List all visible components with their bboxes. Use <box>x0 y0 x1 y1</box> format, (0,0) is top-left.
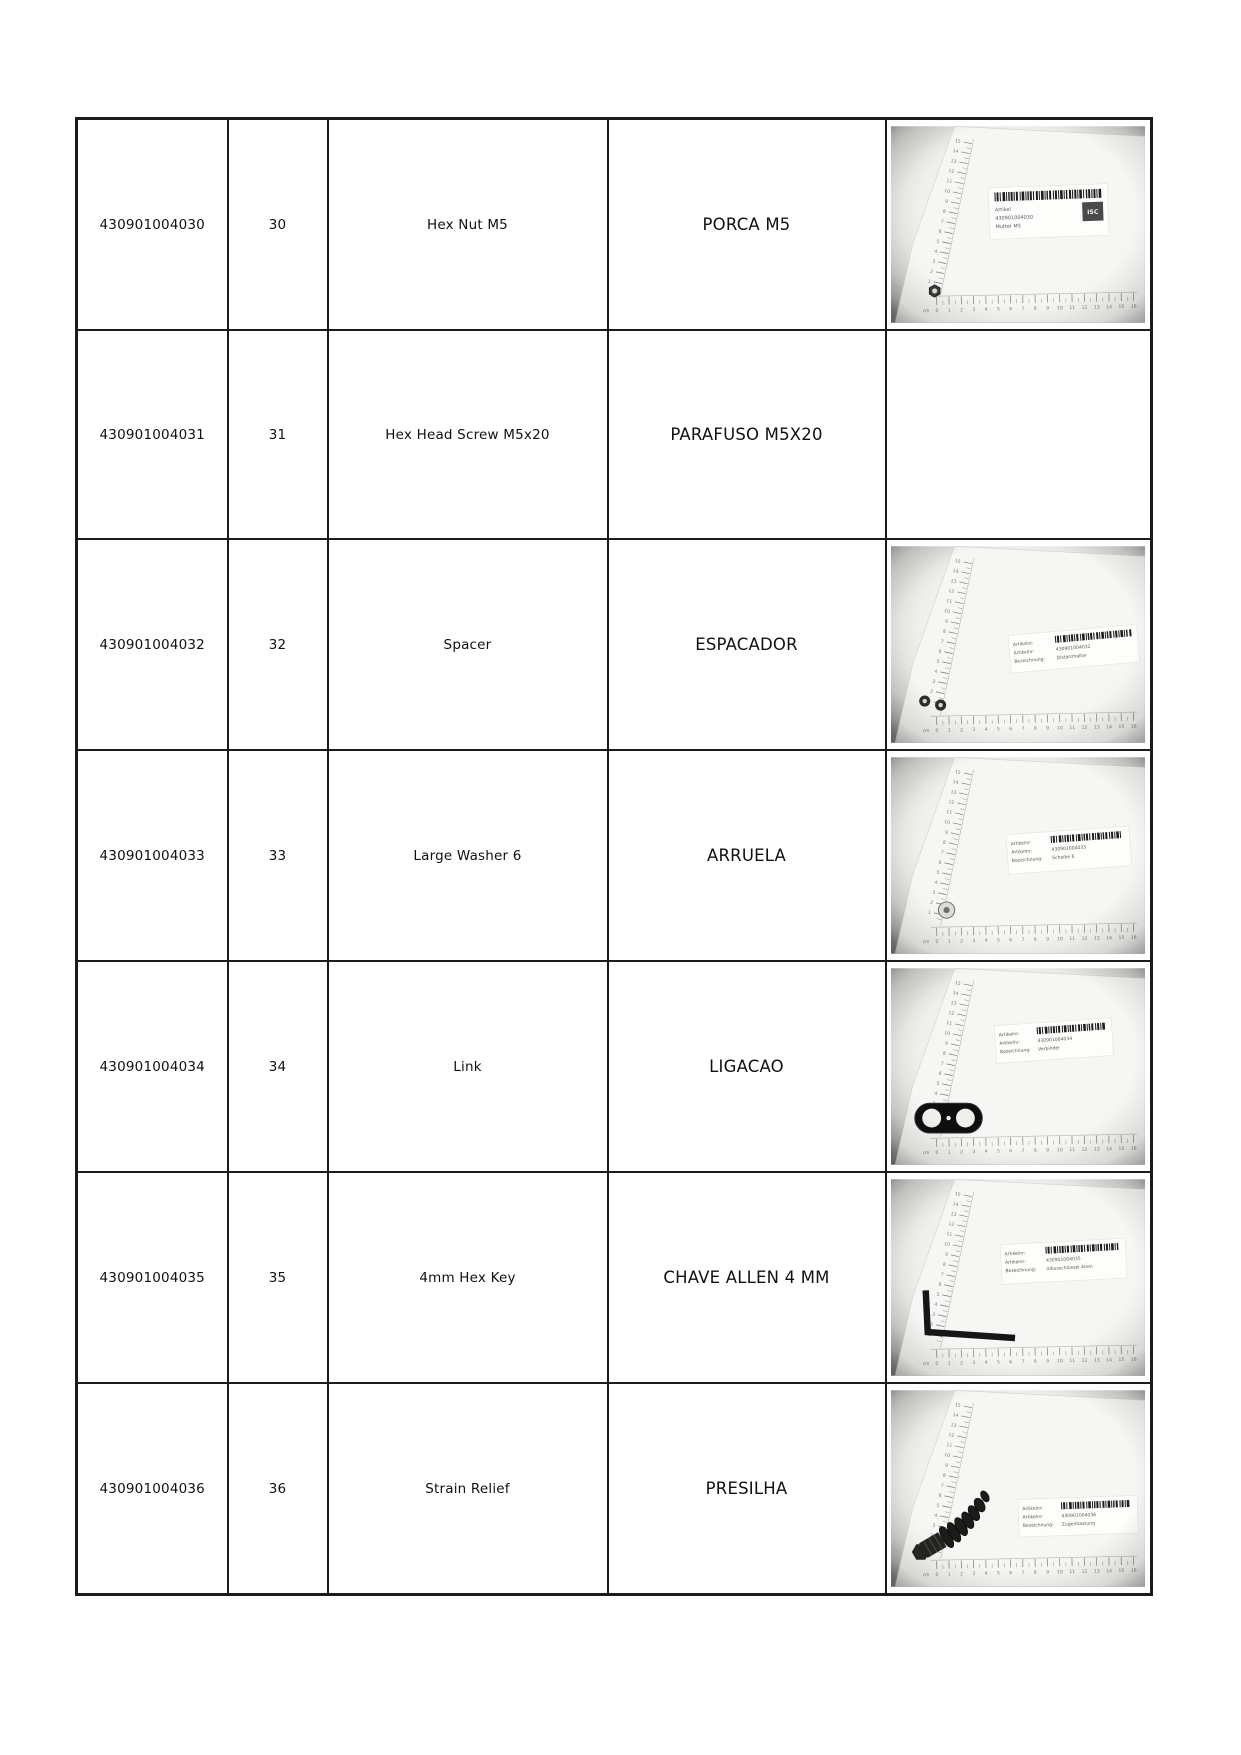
table-row <box>77 750 1152 961</box>
photo-vignette <box>891 968 1145 1164</box>
part-number-cell: 430901004030 <box>77 119 228 331</box>
index-cell: 36 <box>228 1383 328 1595</box>
photo-cell <box>886 961 1152 1172</box>
part-number-cell: 430901004032 <box>77 539 228 750</box>
name-en-cell: 4mm Hex Key <box>328 1172 608 1383</box>
part-photo <box>891 1390 1145 1587</box>
photo-vignette <box>891 1390 1145 1586</box>
parts-table <box>75 117 1153 1596</box>
part-number-cell: 430901004033 <box>77 750 228 961</box>
photo-cell <box>886 119 1152 331</box>
name-pt-cell: ARRUELA <box>608 750 886 961</box>
name-pt-cell: LIGACAO <box>608 961 886 1172</box>
name-pt-cell: ESPACADOR <box>608 539 886 750</box>
photo-cell <box>886 539 1152 750</box>
part-number-cell: 430901004036 <box>77 1383 228 1595</box>
part-photo <box>891 968 1145 1165</box>
name-en-cell: Large Washer 6 <box>328 750 608 961</box>
part-photo <box>891 546 1145 743</box>
photo-cell <box>886 750 1152 961</box>
index-cell: 31 <box>228 330 328 539</box>
name-en-cell: Spacer <box>328 539 608 750</box>
index-cell: 35 <box>228 1172 328 1383</box>
table-row <box>77 1383 1152 1595</box>
index-cell: 34 <box>228 961 328 1172</box>
part-number-cell: 430901004035 <box>77 1172 228 1383</box>
table-row <box>77 119 1152 331</box>
name-en-cell: Hex Head Screw M5x20 <box>328 330 608 539</box>
part-photo <box>891 757 1145 954</box>
name-pt-cell: PORCA M5 <box>608 119 886 331</box>
index-cell: 30 <box>228 119 328 331</box>
table-row <box>77 1172 1152 1383</box>
photo-vignette <box>891 126 1145 322</box>
photo-cell <box>886 1383 1152 1595</box>
part-number-cell: 430901004031 <box>77 330 228 539</box>
name-en-cell: Link <box>328 961 608 1172</box>
part-number-cell: 430901004034 <box>77 961 228 1172</box>
table-row <box>77 330 1152 539</box>
name-pt-cell: PRESILHA <box>608 1383 886 1595</box>
photo-vignette <box>891 546 1145 742</box>
name-pt-cell: PARAFUSO M5X20 <box>608 330 886 539</box>
table-row <box>77 539 1152 750</box>
photo-cell <box>886 330 1152 539</box>
name-en-cell: Strain Relief <box>328 1383 608 1595</box>
table-row <box>77 961 1152 1172</box>
part-photo <box>891 1179 1145 1376</box>
photo-vignette <box>891 1179 1145 1375</box>
index-cell: 33 <box>228 750 328 961</box>
index-cell: 32 <box>228 539 328 750</box>
part-photo <box>891 126 1145 323</box>
parts-table-body <box>77 119 1152 1595</box>
name-pt-cell: CHAVE ALLEN 4 MM <box>608 1172 886 1383</box>
name-en-cell: Hex Nut M5 <box>328 119 608 331</box>
photo-cell <box>886 1172 1152 1383</box>
photo-vignette <box>891 757 1145 953</box>
